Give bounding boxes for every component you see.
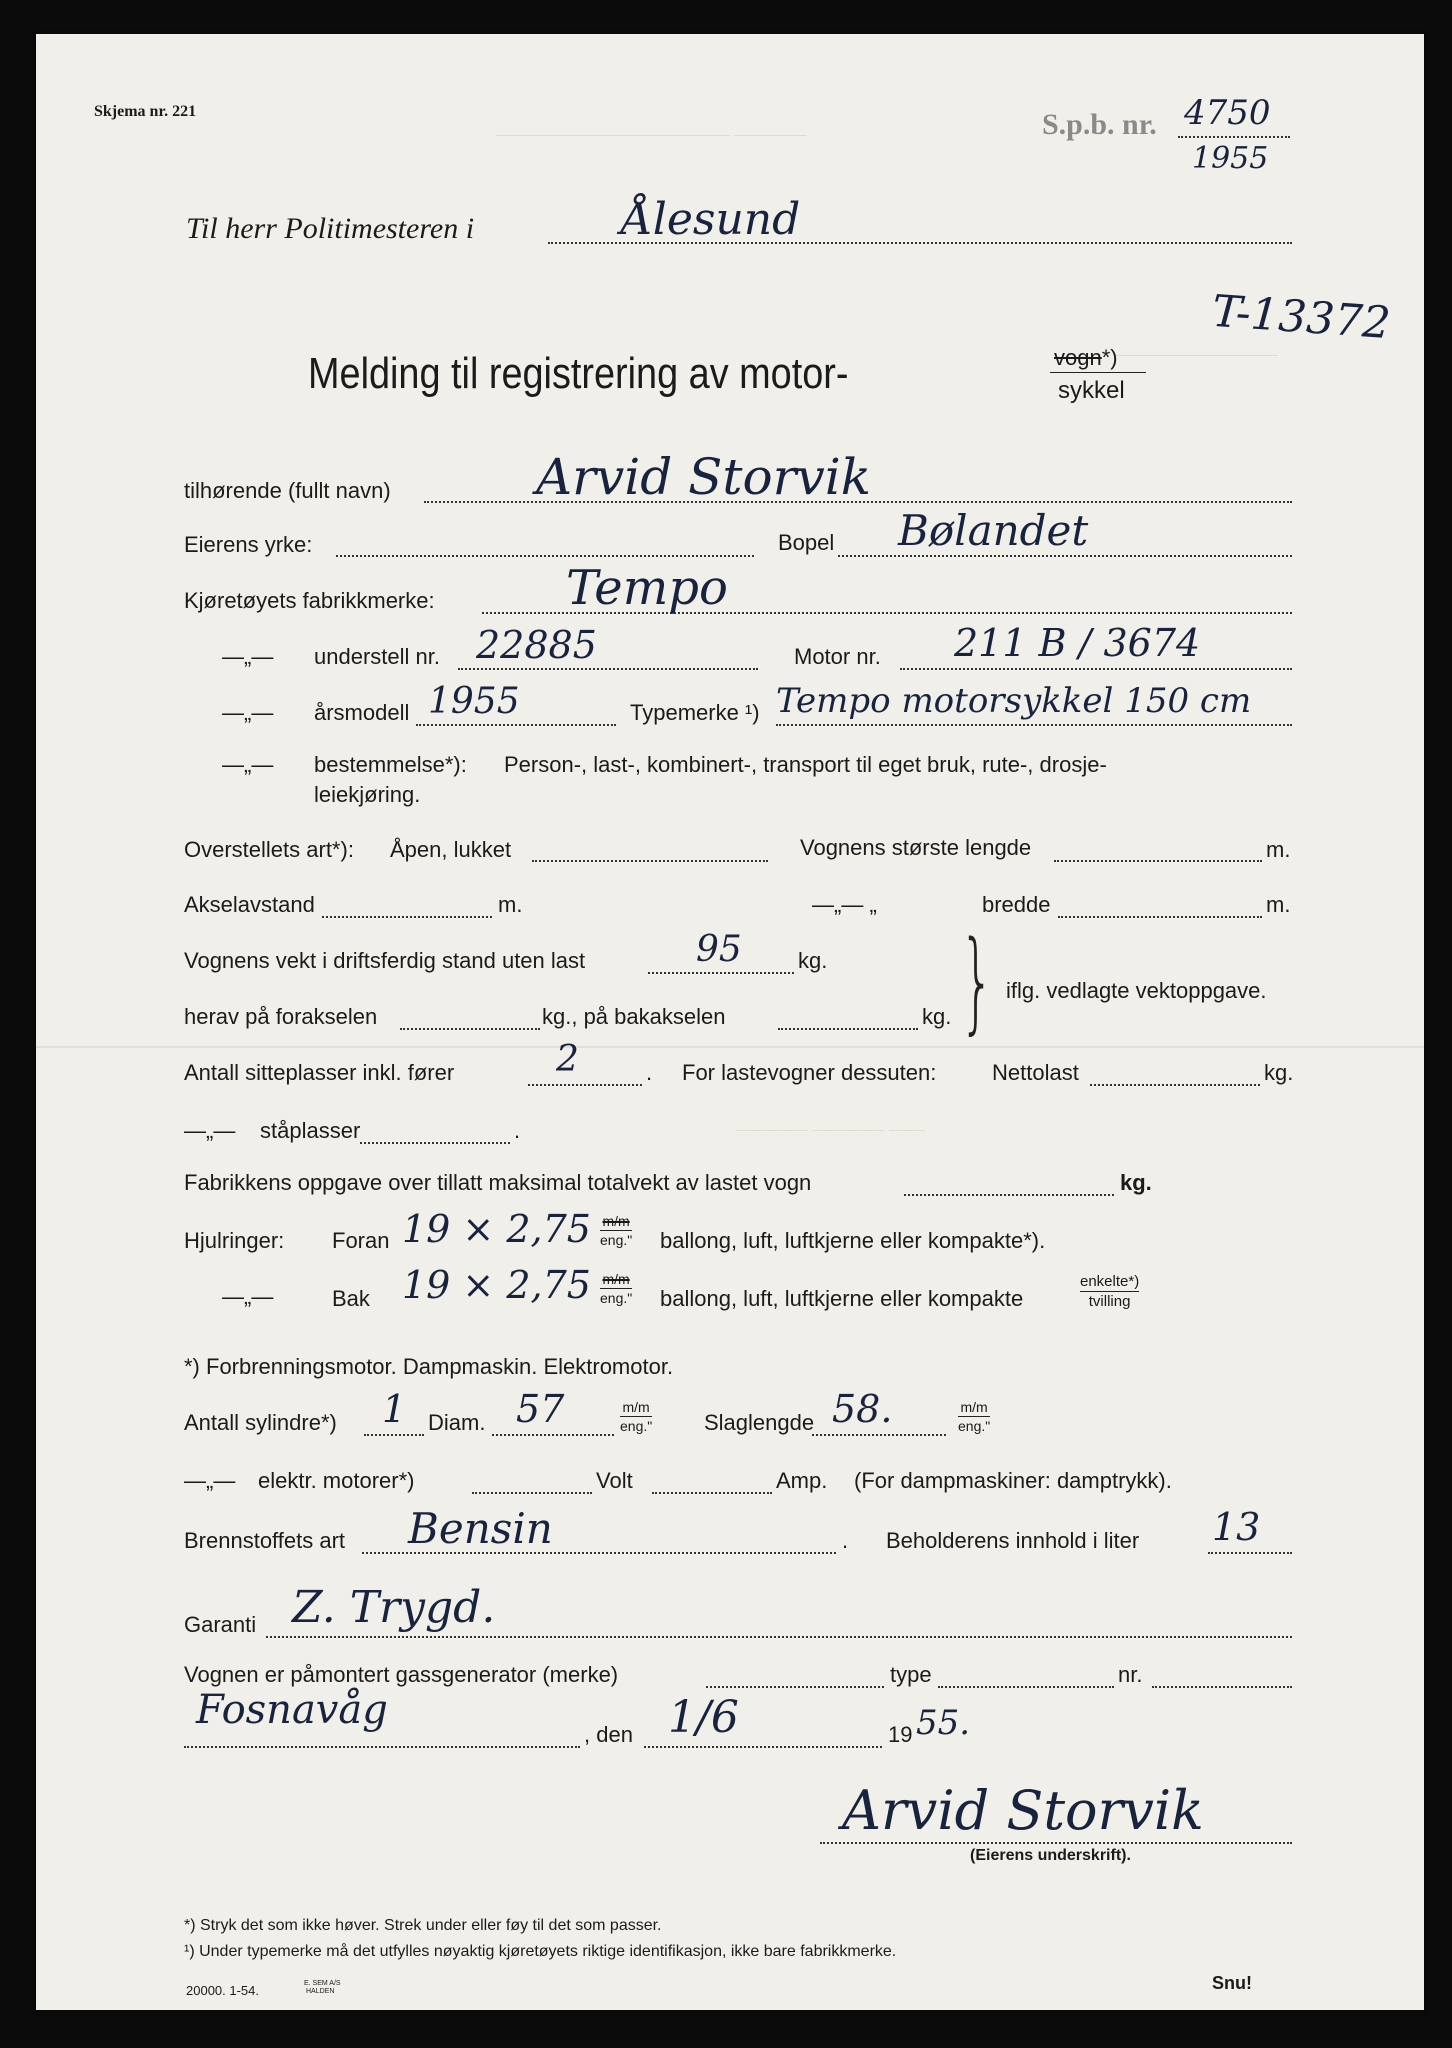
addressee-label: Til herr Politimesteren i xyxy=(186,212,475,245)
weight-value: 95 xyxy=(696,929,742,970)
guarantee-line xyxy=(266,1636,1292,1638)
bleed-through: ————————————— ———— xyxy=(496,124,807,144)
title-fraction-line xyxy=(1050,372,1146,373)
max-weight-line xyxy=(904,1194,1114,1196)
spb-label: S.p.b. nr. xyxy=(1042,108,1157,141)
cylinders-label: Antall sylindre*) xyxy=(184,1410,337,1435)
max-weight-label: Fabrikkens oppgave over tillatt maksimal totalvekt av lastet vogn xyxy=(184,1170,812,1195)
form-page xyxy=(36,34,1424,2010)
chassis-line xyxy=(458,668,758,670)
spb-year: 1955 xyxy=(1192,141,1269,176)
tank-label: Beholderens innhold i liter xyxy=(886,1528,1140,1553)
gas-type-label: type xyxy=(890,1662,932,1687)
purpose-options-cont: leiekjøring. xyxy=(314,782,421,807)
rear-tyre-options: ballong, luft, luftkjerne eller kompakte xyxy=(660,1286,1024,1311)
period: . xyxy=(514,1118,521,1143)
residence-label: Bopel xyxy=(778,530,835,555)
unit-kg: kg. xyxy=(922,1004,952,1029)
registration-mark: T-13372 xyxy=(1210,285,1393,350)
spb-line xyxy=(1178,136,1290,138)
rear-axle-line xyxy=(778,1028,918,1030)
width-line xyxy=(1058,916,1262,918)
ditto-mark: —„— xyxy=(222,644,274,669)
residence-line xyxy=(838,555,1292,557)
ditto-mark: —„— xyxy=(184,1468,236,1493)
body-options: Åpen, lukket xyxy=(390,837,512,862)
unit-kg: kg. xyxy=(1264,1060,1294,1085)
cylinders-line xyxy=(364,1434,424,1436)
printer-city: HALDEN xyxy=(306,1988,335,1995)
stroke-line xyxy=(812,1434,946,1436)
stroke-label: Slaglengde xyxy=(704,1410,815,1435)
date-label: , den xyxy=(584,1722,633,1747)
rear-unit-fraction: m/m eng." xyxy=(600,1271,633,1306)
fuel-value: Bensin xyxy=(408,1504,553,1553)
year-value: 55. xyxy=(916,1703,971,1743)
stroke-value: 58. xyxy=(832,1387,893,1431)
electric-label: elektr. motorer*) xyxy=(258,1468,415,1493)
bore-value: 57 xyxy=(516,1387,565,1431)
bleed-through: ————————— xyxy=(1116,344,1278,364)
unit-m: m. xyxy=(498,892,523,917)
fold-line xyxy=(36,1046,1424,1048)
unit-kg: kg. xyxy=(798,948,828,973)
front-tyre-options: ballong, luft, luftkjerne eller kompakte*). xyxy=(660,1228,1046,1253)
engine-types: *) Forbrenningsmotor. Dampmaskin. Elektromotor. xyxy=(184,1354,674,1379)
gas-label: Vognen er påmontert gassgenerator (merke) xyxy=(184,1662,619,1687)
owner-signature: Arvid Storvik xyxy=(842,1779,1204,1842)
spb-number: 4750 xyxy=(1184,93,1271,133)
stroke-unit-fraction: m/m eng." xyxy=(958,1399,991,1434)
type-label: Typemerke ¹) xyxy=(630,700,760,725)
seats-line xyxy=(528,1084,642,1086)
title-option-sykkel: sykkel xyxy=(1058,377,1125,404)
wheelbase-line xyxy=(322,916,492,918)
turn-page-note: Snu! xyxy=(1212,1973,1252,1993)
max-length-line xyxy=(1054,860,1262,862)
front-axle-label: herav på forakselen xyxy=(184,1004,378,1029)
form-number: Skjema nr. 221 xyxy=(94,103,197,120)
period: . xyxy=(646,1060,653,1085)
period: . xyxy=(842,1528,849,1553)
place-value: Fosnavåg xyxy=(196,1687,388,1733)
date-value: 1/6 xyxy=(668,1692,739,1743)
wheels-label: Hjulringer: xyxy=(184,1228,285,1253)
purpose-options: Person-, last-, kombinert-, transport til eget bruk, rute-, drosje- xyxy=(504,752,1107,777)
ditto-mark: —„— xyxy=(222,752,274,777)
bleed-through: ———— ———— —— xyxy=(736,1119,925,1139)
bore-label: Diam. xyxy=(428,1410,486,1435)
chassis-value: 22885 xyxy=(476,623,597,667)
volt-label: Volt xyxy=(596,1468,633,1493)
weight-label: Vognens vekt i driftsferdig stand uten last xyxy=(184,948,586,973)
standing-label: ståplasser xyxy=(260,1118,361,1143)
seats-value: 2 xyxy=(556,1039,579,1080)
gas-type-line xyxy=(938,1686,1114,1688)
unit-m: m. xyxy=(1266,837,1291,862)
fuel-label: Brennstoffets art xyxy=(184,1528,346,1553)
addressee-value: Ålesund xyxy=(621,194,801,245)
weight-line xyxy=(648,972,794,974)
tank-value: 13 xyxy=(1212,1505,1261,1549)
footnote-1: *) Stryk det som ikke høver. Strek under eller føy til det som passer. xyxy=(184,1917,662,1934)
width-ditto: —„— „ xyxy=(812,892,877,917)
ditto-mark: —„— xyxy=(222,700,274,725)
model-year-label: årsmodell xyxy=(314,700,410,725)
signature-label: (Eierens underskrift). xyxy=(970,1847,1131,1864)
form-title: Melding til registrering av motor- xyxy=(308,349,849,398)
net-load-line xyxy=(1090,1084,1260,1086)
engine-line xyxy=(900,668,1292,670)
rear-axle-label: kg., på bakakselen xyxy=(542,1004,726,1029)
gas-nr-line xyxy=(1152,1686,1292,1688)
body-line xyxy=(532,860,768,862)
gas-nr-label: nr. xyxy=(1118,1662,1143,1687)
model-year-line xyxy=(416,724,616,726)
amp-label: Amp. xyxy=(776,1468,828,1493)
guarantee-value: Z. Trygd. xyxy=(292,1582,496,1633)
place-line xyxy=(184,1746,580,1748)
guarantee-label: Garanti xyxy=(184,1612,257,1637)
front-unit-fraction: m/m eng." xyxy=(600,1213,633,1248)
unit-kg: kg. xyxy=(1120,1170,1152,1195)
engine-label: Motor nr. xyxy=(794,644,881,669)
ditto-mark: —„— xyxy=(184,1118,236,1143)
truck-label: For lastevogner dessuten: xyxy=(682,1060,937,1085)
bore-line xyxy=(492,1434,614,1436)
owner-value: Arvid Storvik xyxy=(536,448,872,506)
seats-label: Antall sitteplasser inkl. fører xyxy=(184,1060,455,1085)
footnote-2: ¹) Under typemerke må det utfylles nøyaktig kjøretøyets riktige identifikasjon, ikke bare fabrikkmerke. xyxy=(184,1943,897,1960)
wheelbase-label: Akselavstand xyxy=(184,892,315,917)
front-axle-line xyxy=(400,1028,540,1030)
max-length-label: Vognens største lengde xyxy=(800,835,1032,860)
chassis-label: understell nr. xyxy=(314,644,440,669)
signature-line xyxy=(820,1842,1292,1844)
type-value: Tempo motorsykkel 150 cm xyxy=(776,681,1252,721)
make-value: Tempo xyxy=(566,560,728,616)
body-label: Overstellets art*): xyxy=(184,837,354,862)
net-load-label: Nettolast xyxy=(992,1060,1079,1085)
weight-brace: } xyxy=(959,917,995,1045)
date-line xyxy=(644,1746,882,1748)
owner-label: tilhørende (fullt navn) xyxy=(184,478,391,503)
electric-line xyxy=(472,1492,592,1494)
purpose-label: bestemmelse*): xyxy=(314,752,467,777)
standing-line xyxy=(360,1142,510,1144)
weight-note: iflg. vedlagte vektoppgave. xyxy=(1006,978,1267,1003)
occupation-label: Eierens yrke: xyxy=(184,532,313,557)
year-prefix: 19 xyxy=(888,1722,913,1747)
rear-tyre-value: 19 × 2,75 xyxy=(402,1263,591,1307)
width-label: bredde xyxy=(982,892,1051,917)
front-label: Foran xyxy=(332,1228,390,1253)
volt-line xyxy=(652,1492,772,1494)
print-code: 20000. 1-54. xyxy=(186,1983,260,1998)
engine-value: 211 B / 3674 xyxy=(954,621,1201,665)
ditto-mark: —„— xyxy=(222,1284,274,1309)
bore-unit-fraction: m/m eng." xyxy=(620,1399,653,1434)
unit-m: m. xyxy=(1266,892,1291,917)
rear-label: Bak xyxy=(332,1286,370,1311)
tank-line xyxy=(1208,1552,1292,1554)
model-year-value: 1955 xyxy=(428,681,520,722)
steam-note: (For dampmaskiner: damptrykk). xyxy=(854,1468,1172,1493)
front-tyre-value: 19 × 2,75 xyxy=(402,1207,591,1251)
residence-value: Bølandet xyxy=(898,506,1089,555)
occupation-line xyxy=(336,555,754,557)
single-twin-fraction: enkelte*) tvilling xyxy=(1080,1273,1140,1310)
printer-name: E. SEM A/S xyxy=(304,1980,341,1987)
make-label: Kjøretøyets fabrikkmerke: xyxy=(184,588,435,613)
gas-line xyxy=(706,1686,884,1688)
title-option-vogn: vogn*) xyxy=(1054,345,1118,370)
type-line xyxy=(776,724,1292,726)
cylinders-value: 1 xyxy=(382,1387,407,1431)
